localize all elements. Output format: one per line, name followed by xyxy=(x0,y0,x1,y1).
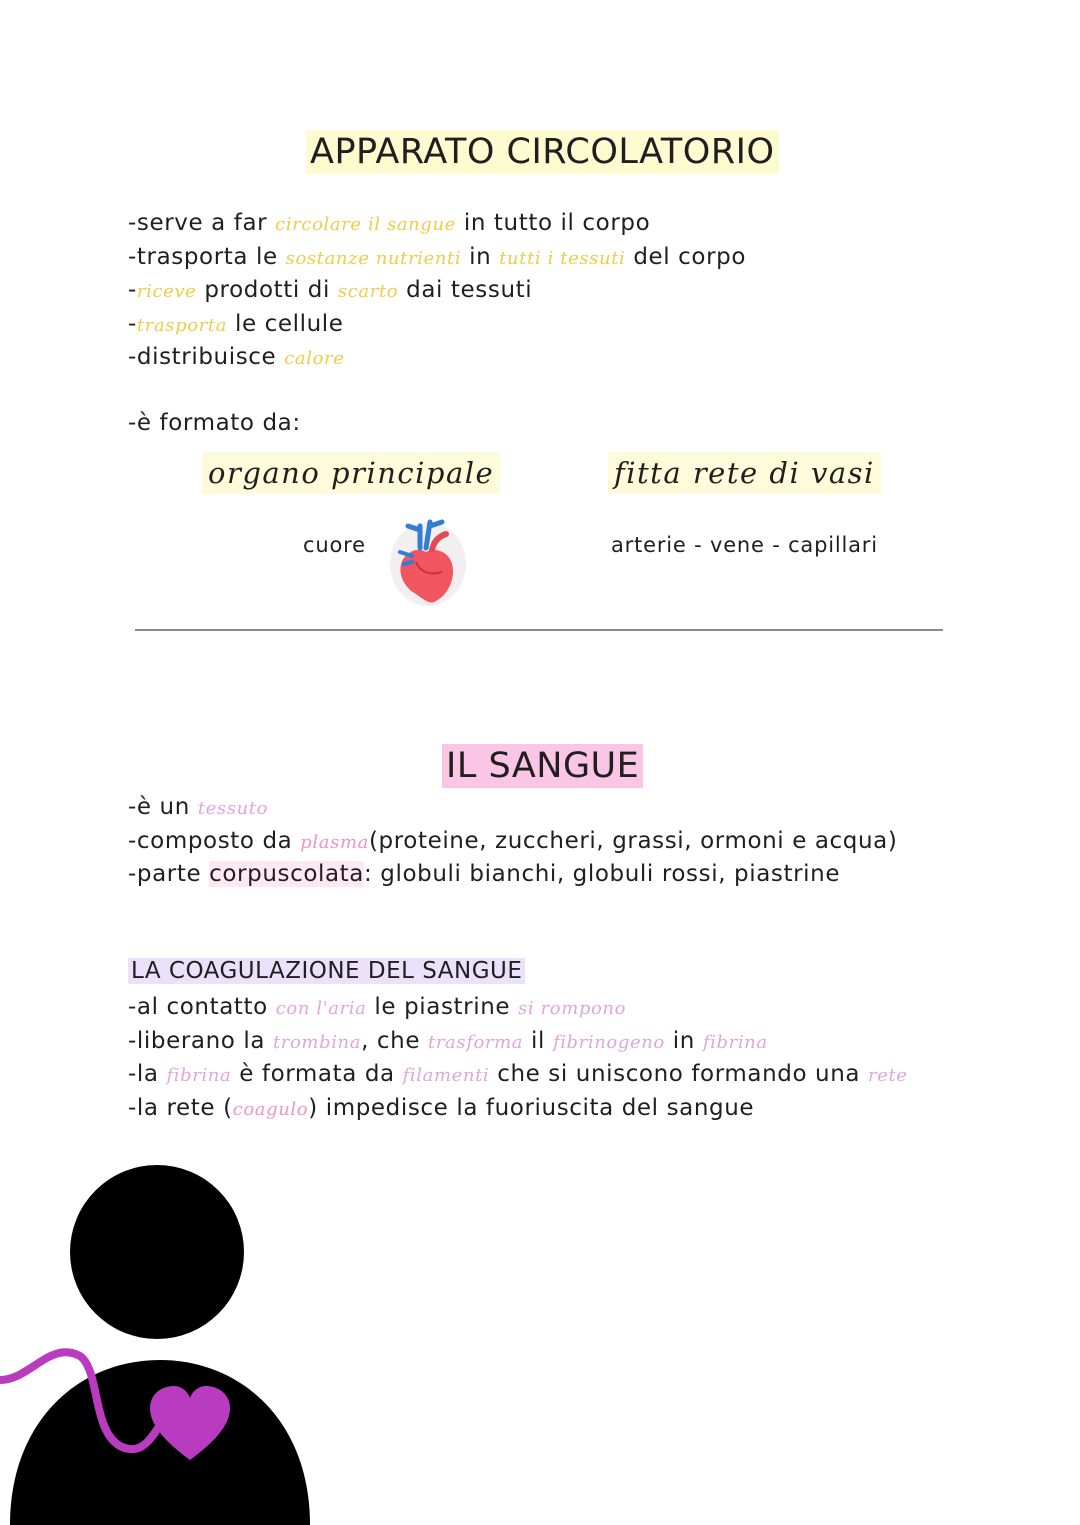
line-text: , che xyxy=(361,1027,428,1054)
highlight-term: calore xyxy=(284,348,345,369)
list-item xyxy=(128,825,897,859)
line-text: -è un xyxy=(128,794,198,820)
line-text: è formata da xyxy=(231,1061,403,1087)
highlight-term: trasporta xyxy=(136,314,228,336)
highlight-term: fibrinogeno xyxy=(552,1031,665,1053)
highlight-term: con l'aria xyxy=(275,998,367,1019)
line-text: -la rete ( xyxy=(128,1094,233,1121)
coagulazione-title: LA COAGULAZIONE DEL SANGUE xyxy=(128,958,525,984)
highlight-term: corpuscolata xyxy=(209,861,364,887)
line-text: -trasporta le xyxy=(128,243,286,270)
highlight-term: circolare il sangue xyxy=(275,214,456,235)
line-text: : globuli bianchi, globuli rossi, piastrine xyxy=(364,861,841,887)
coagulazione-list xyxy=(128,991,908,1125)
line-text: -composto da xyxy=(128,827,301,854)
line-text: del corpo xyxy=(625,243,747,270)
line-text: - xyxy=(128,310,137,337)
fitta-rete-label: fitta rete di vasi xyxy=(608,452,881,494)
highlight-term: trasforma xyxy=(428,1031,524,1053)
line-text: le cellule xyxy=(227,310,344,337)
highlight-term: rete xyxy=(868,1065,908,1086)
line-text: ) impedisce la fuoriuscita del sangue xyxy=(308,1094,755,1121)
highlight-term: tessuto xyxy=(197,798,269,819)
line-text: in tutto il corpo xyxy=(455,210,651,236)
line-text: dai tessuti xyxy=(398,277,533,303)
line-text: che si uniscono formando una xyxy=(489,1061,869,1087)
formato-label: -è formato da: xyxy=(128,410,301,436)
person-silhouette-icon xyxy=(0,1160,320,1525)
list-item xyxy=(128,858,897,892)
list-item xyxy=(128,207,746,241)
list-item xyxy=(128,1058,908,1092)
sangue-title: IL SANGUE xyxy=(442,744,643,788)
list-item xyxy=(128,1092,908,1126)
highlight-term: trombina xyxy=(272,1031,362,1053)
line-text: le piastrine xyxy=(366,994,519,1020)
highlight-term: fibrina xyxy=(702,1031,768,1053)
line-text: (proteine, zuccheri, grassi, ormoni e acqua) xyxy=(368,827,898,854)
heart-anatomical-icon xyxy=(386,512,468,607)
line-text: -parte xyxy=(128,861,210,887)
organo-value: cuore xyxy=(303,533,366,557)
list-item xyxy=(128,1025,908,1059)
organo-principale-label: organo principale xyxy=(202,452,500,494)
line-text: -al contatto xyxy=(128,994,276,1020)
line-text: -la xyxy=(128,1061,167,1087)
highlight-term: plasma xyxy=(300,831,369,853)
line-text: -serve a far xyxy=(128,210,276,236)
highlight-term: coagulo xyxy=(232,1098,309,1120)
list-item xyxy=(128,274,746,308)
list-item xyxy=(128,991,908,1025)
page-title: APPARATO CIRCOLATORIO xyxy=(306,130,779,174)
line-text: -liberano la xyxy=(128,1027,273,1054)
highlight-term: scarto xyxy=(337,281,399,302)
list-item xyxy=(128,308,746,342)
highlight-term: riceve xyxy=(136,281,197,302)
highlight-term: sostanze nutrienti xyxy=(285,247,462,269)
highlight-term: filamenti xyxy=(402,1065,490,1086)
highlight-term: si rompono xyxy=(518,998,627,1019)
highlight-term: tutti i tessuti xyxy=(499,247,626,269)
section-divider xyxy=(135,629,943,631)
list-item xyxy=(128,791,897,825)
line-text: in xyxy=(461,243,500,270)
list-item xyxy=(128,241,746,275)
sangue-list xyxy=(128,791,897,892)
line-text: prodotti di xyxy=(196,277,338,303)
apparato-list xyxy=(128,207,746,375)
line-text: il xyxy=(523,1027,553,1054)
highlight-term: fibrina xyxy=(166,1065,232,1086)
vasi-value: arterie - vene - capillari xyxy=(611,533,878,557)
list-item xyxy=(128,341,746,375)
line-text: - xyxy=(128,277,137,303)
line-text: in xyxy=(664,1027,703,1054)
line-text: -distribuisce xyxy=(128,344,285,370)
